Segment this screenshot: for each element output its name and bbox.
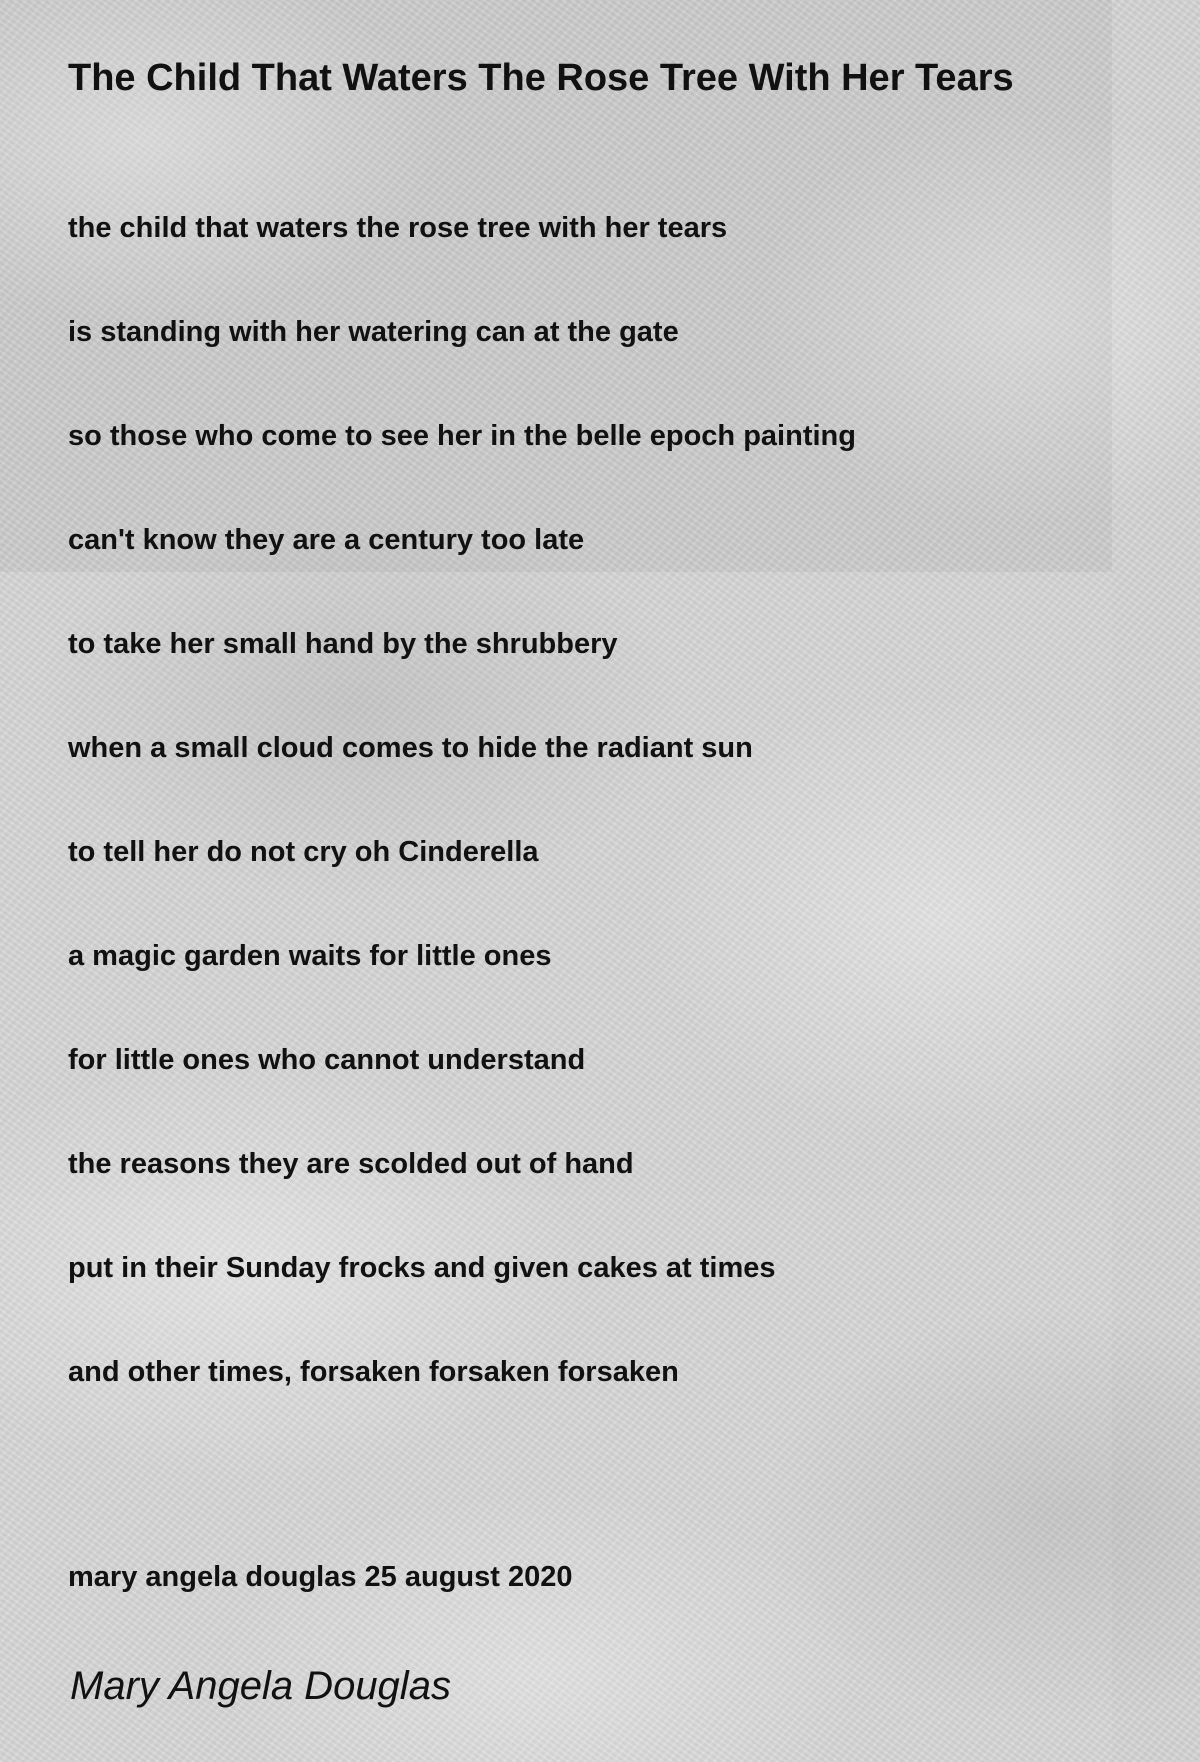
poem-body — [68, 200, 1108, 1448]
poem-line-4: can't know they are a century too late — [68, 524, 585, 556]
poem-line-9: for little ones who cannot understand — [68, 1044, 586, 1076]
poem-line-12: and other times, forsaken forsaken forsaken — [68, 1356, 679, 1388]
poem-line-1: the child that waters the rose tree with her tears — [68, 212, 728, 244]
poem-author: Mary Angela Douglas — [70, 1664, 451, 1708]
poem-line-10: the reasons they are scolded out of hand — [68, 1148, 634, 1180]
poem-title: The Child That Waters The Rose Tree With Her Tears — [68, 57, 1014, 99]
poem-line-2: is standing with her watering can at the gate — [68, 316, 679, 348]
poem-line-5: to take her small hand by the shrubbery — [68, 628, 618, 660]
poem-line-3: so those who come to see her in the belle epoch painting — [68, 420, 856, 452]
poem-line-11: put in their Sunday frocks and given cakes at times — [68, 1252, 776, 1284]
poem-line-7: to tell her do not cry oh Cinderella — [68, 836, 539, 868]
poem-line-8: a magic garden waits for little ones — [68, 940, 552, 972]
poem-dateline: mary angela douglas 25 august 2020 — [68, 1561, 573, 1593]
poem-line-6: when a small cloud comes to hide the radiant sun — [68, 732, 753, 764]
